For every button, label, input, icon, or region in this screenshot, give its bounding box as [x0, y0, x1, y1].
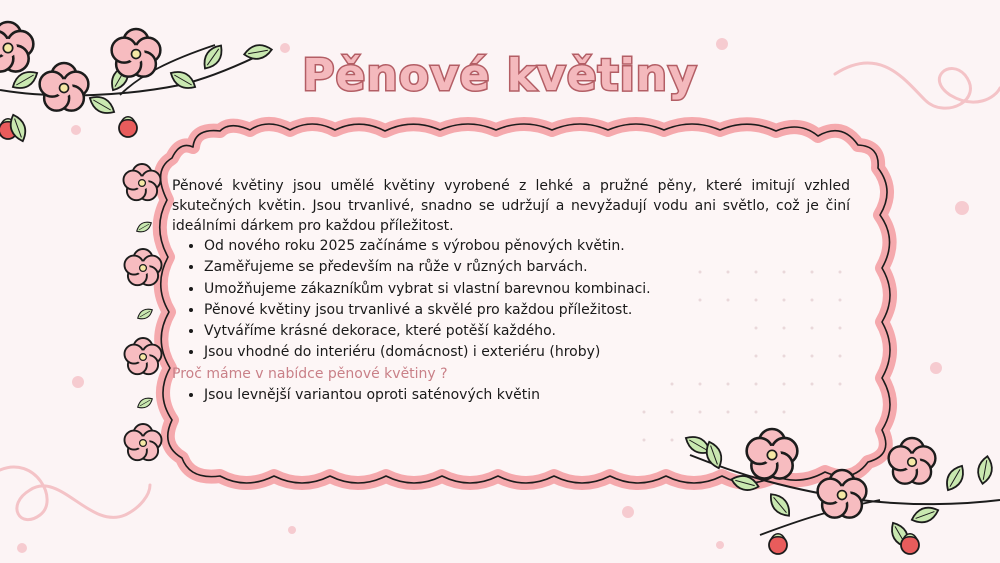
- slide-title: Pěnové květiny: [302, 50, 698, 101]
- list-item: • Jsou levnější variantou oproti saténových květin: [204, 385, 850, 406]
- list-item: • Umožňujeme zákazníkům vybrat si vlastní barevnou kombinaci.: [204, 279, 850, 300]
- list-item: • Od nového roku 2025 začínáme s výrobou pěnových květin.: [204, 236, 850, 257]
- feature-list: [172, 236, 850, 364]
- intro-paragraph: Pěnové květiny jsou umělé květiny vyrobené z lehké a pružné pěny, které imitují vzhled skutečných květin. Jsou trvanlivé, snadno se udržují a nevyžadují vodu ani světlo, což je činí ideálními dárkem pro každou příležitost.: [172, 178, 850, 234]
- slide-content: [172, 176, 850, 406]
- list-item: • Jsou vhodné do interiéru (domácnost) i exteriéru (hroby): [204, 342, 850, 363]
- answer-list: [172, 385, 850, 406]
- question-heading: Proč máme v nabídce pěnové květiny ?: [172, 365, 448, 382]
- list-item: • Pěnové květiny jsou trvanlivé a skvělé pro každou příležitost.: [204, 300, 850, 321]
- list-item: • Vytváříme krásné dekorace, které potěší každého.: [204, 321, 850, 342]
- list-item: • Zaměřujeme se především na růže v různých barvách.: [204, 257, 850, 278]
